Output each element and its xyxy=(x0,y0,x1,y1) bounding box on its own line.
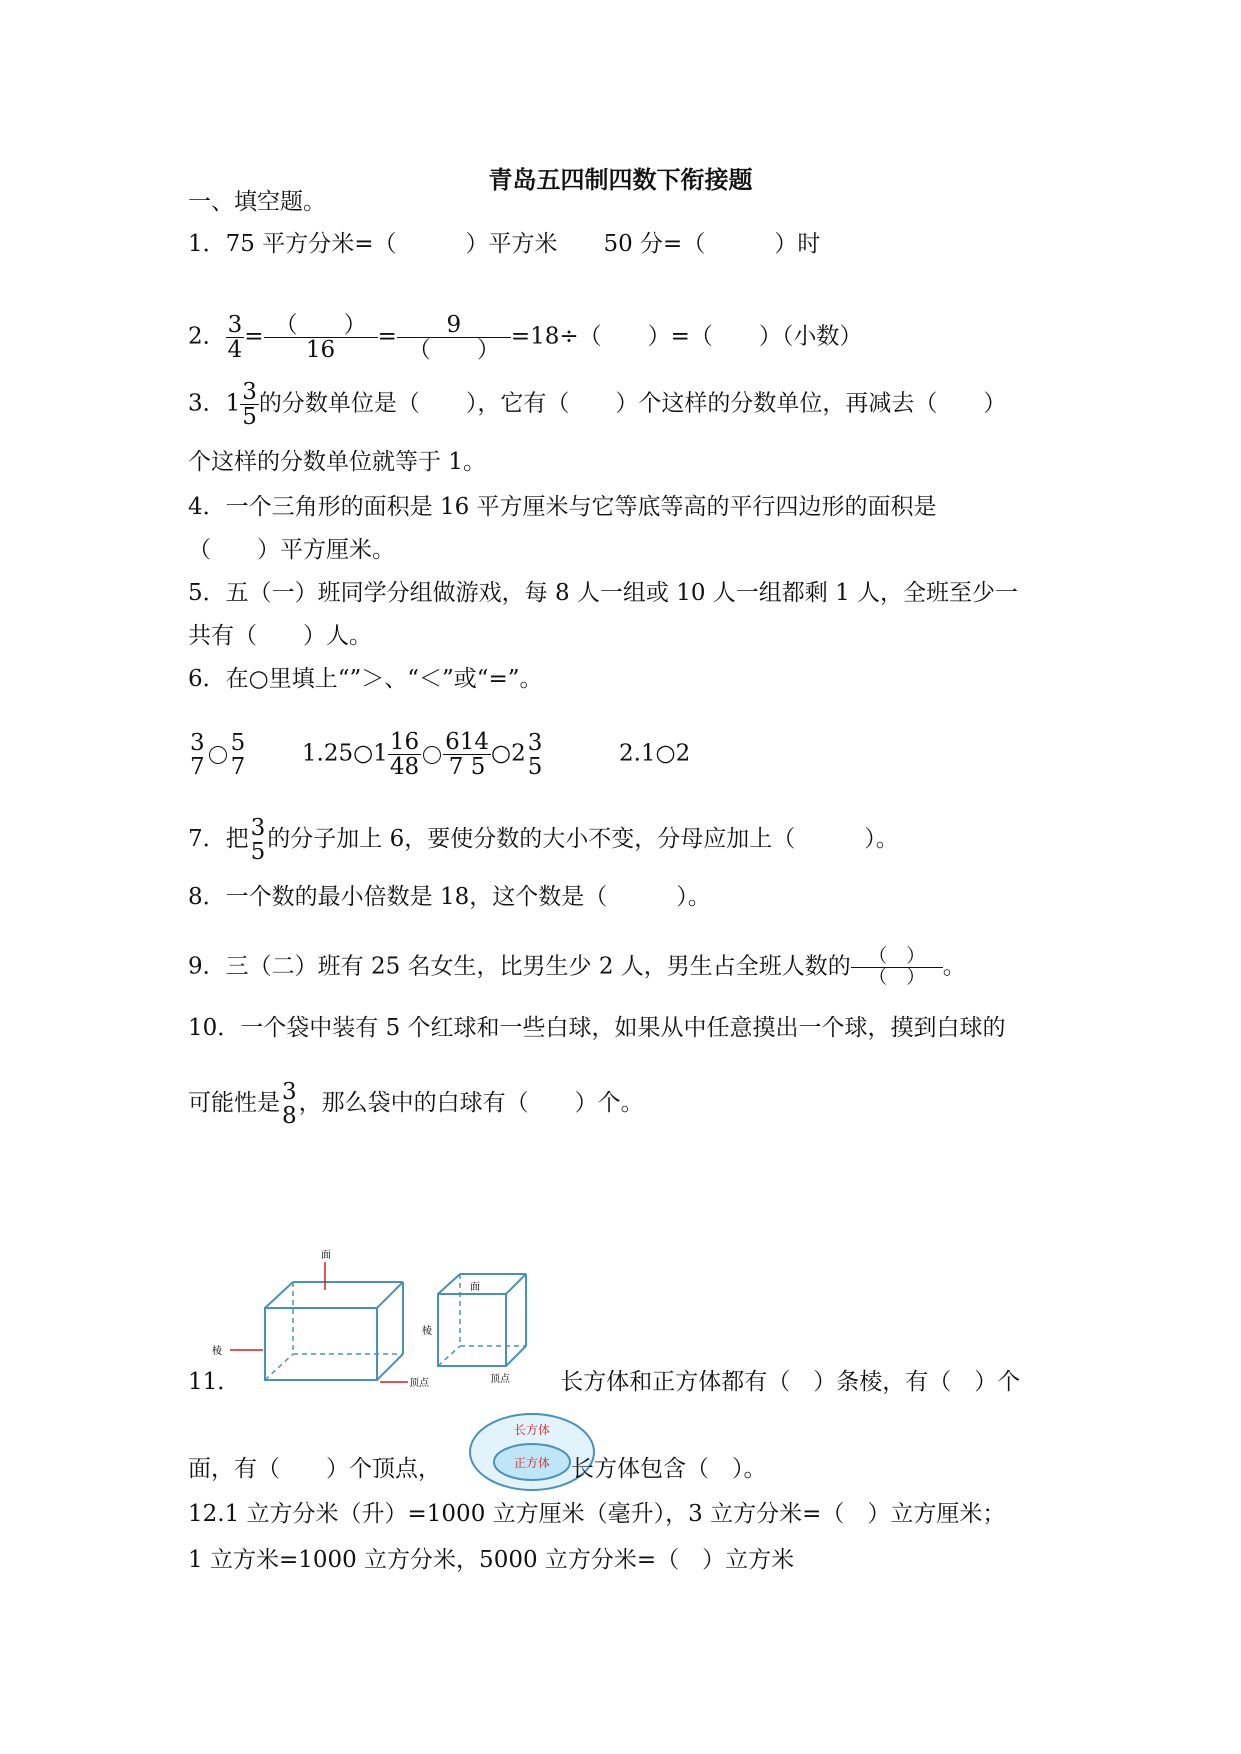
q11-number: 11． xyxy=(188,1369,241,1395)
q2-fraction-3: $\frac{9}{( )}$ xyxy=(397,313,511,362)
question-12-line-2: 1 立方米=1000 立方分米，5000 立方分米=（ ）立方米 xyxy=(188,1547,795,1573)
venn-inner-label: 正方体 xyxy=(513,1456,551,1470)
label-edge-2: 棱 xyxy=(422,1326,432,1337)
label-face-2: 面 xyxy=(470,1282,480,1293)
q9-text: 9．三（二）班有 25 名女生，比男生少 2 人，男生占全班人数的 xyxy=(188,953,851,980)
question-4-line-2: （ ）平方厘米。 xyxy=(188,537,395,563)
question-6-comparisons xyxy=(188,730,690,779)
q9-end: 。 xyxy=(942,953,966,980)
question-11-line-2 xyxy=(188,1454,767,1484)
question-6: 6．在○里填上“”＞、“＜”或“=”。 xyxy=(188,666,543,692)
q9-fraction: $\frac{( )}{( )}$ xyxy=(851,947,943,988)
q11-text: 长方体和正方体都有（ ）条棱，有（ ）个 xyxy=(560,1369,1021,1395)
q2-equals-2: = xyxy=(377,323,397,350)
q11-line2-prefix: 面，有（ ）个顶点， xyxy=(188,1456,441,1482)
label-edge: 棱 xyxy=(212,1346,222,1357)
q2-tail: =18÷（ ）=（ ）（小数） xyxy=(510,323,863,350)
question-5-line-1: 5．五（一）班同学分组做游戏，每 8 人一组或 10 人一组都剩 1 人，全班至少一 xyxy=(188,580,1019,606)
q7-fraction: 3 5 xyxy=(250,815,266,866)
question-1: 1．75 平方分米=（ ）平方米 50 分=（ ）时 xyxy=(188,231,821,257)
question-9 xyxy=(188,947,966,988)
question-10-line-1: 10．一个袋中装有 5 个红球和一些白球，如果从中任意摸出一个球，摸到白球的 xyxy=(188,1015,1006,1041)
question-3 xyxy=(188,380,1006,429)
q2-fraction-2: $\frac{( )}{16}$ xyxy=(264,313,378,362)
q6-mid-2: ○2 xyxy=(491,740,526,767)
question-2 xyxy=(188,313,862,362)
q3-text: 的分数单位是（ ），它有（ ）个这样的分数单位，再减去（ ） xyxy=(258,390,1007,417)
compare-circle-icon[interactable] xyxy=(423,746,441,764)
q3-fraction: $\frac{3}{5}$ xyxy=(242,379,257,431)
q2-prefix: 2． xyxy=(188,323,226,350)
q6-fraction-a: 3 7 xyxy=(190,729,205,780)
q3-prefix: 3．1 xyxy=(188,390,241,417)
question-5-line-2: 共有（ ）人。 xyxy=(188,623,372,649)
label-vertex-2: 顶点 xyxy=(490,1374,510,1385)
q10-text: ，那么袋中的白球有（ ）个。 xyxy=(298,1090,644,1117)
q10-prefix: 可能性是 xyxy=(188,1090,280,1117)
q6-fraction-b: 5 7 xyxy=(230,729,246,780)
q6-mid-1: 1.25○1 xyxy=(301,740,388,767)
q10-fraction: 3 8 xyxy=(282,1079,297,1130)
compare-circle-icon[interactable] xyxy=(209,746,227,764)
q6-last: 2.1○2 xyxy=(618,740,691,767)
question-8: 8．一个数的最小倍数是 18，这个数是（ ）。 xyxy=(188,884,711,910)
question-4-line-1: 4．一个三角形的面积是 16 平方厘米与它等底等高的平行四边形的面积是 xyxy=(188,494,937,520)
page-title: 青岛五四制四数下衔接题 xyxy=(488,166,753,194)
q2-equals-1: = xyxy=(244,323,264,350)
label-face: 面 xyxy=(321,1250,331,1261)
q11-line2-suffix: 长方体包含（ ）。 xyxy=(571,1456,767,1482)
q6-fraction-d: $\frac{614}{7 5}$ xyxy=(445,729,490,781)
question-11 xyxy=(188,1367,1020,1397)
q6-fraction-c: $\frac{16}{48}$ xyxy=(389,729,420,781)
question-12-line-1: 12.1 立方分米（升）=1000 立方厘米（毫升），3 立方分米=（ ）立方厘米； xyxy=(188,1501,1006,1527)
section-heading: 一、填空题。 xyxy=(188,189,326,215)
q7-prefix: 7．把 xyxy=(188,826,249,853)
question-10-line-2 xyxy=(188,1080,644,1128)
label-vertex: 顶点 xyxy=(409,1378,429,1389)
question-7 xyxy=(188,816,899,864)
q6-fraction-e: 3 5 xyxy=(527,729,543,780)
question-3-line-2: 个这样的分数单位就等于 1。 xyxy=(188,449,486,475)
venn-outer-label: 长方体 xyxy=(513,1423,551,1437)
q7-text: 的分子加上 6，要使分数的大小不变，分母应加上（ ）。 xyxy=(267,826,899,853)
q2-fraction-1: $\frac{3}{4}$ xyxy=(227,312,243,364)
